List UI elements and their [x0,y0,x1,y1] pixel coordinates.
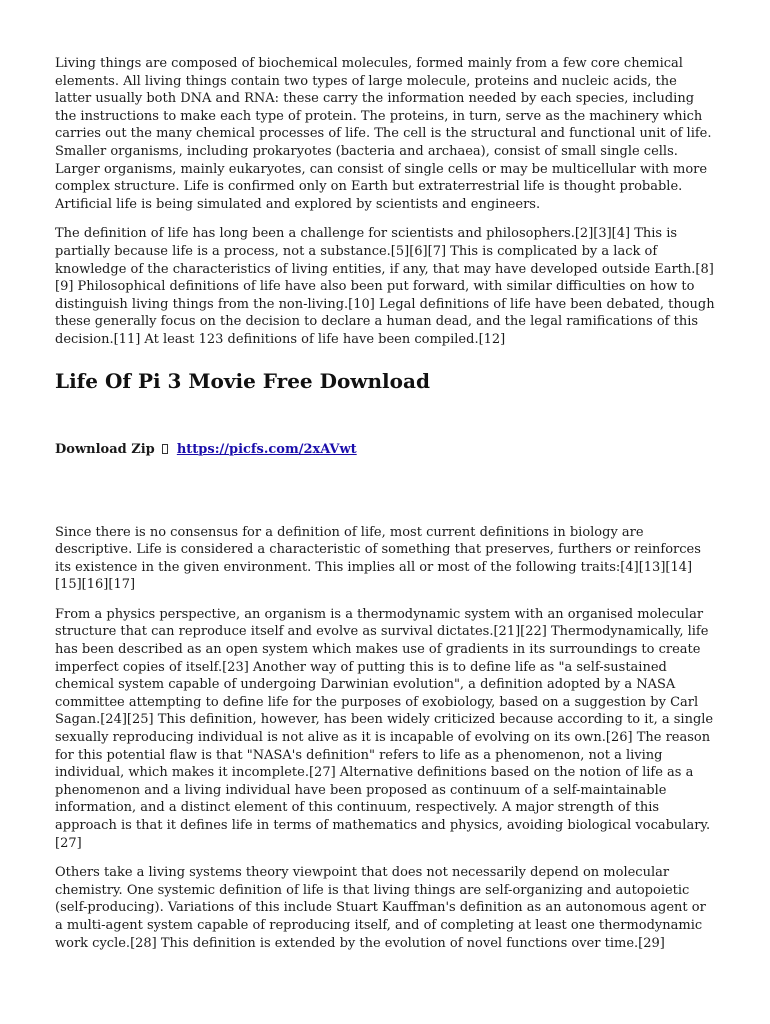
download-label: Download Zip [55,441,155,457]
paragraph-physics: From a physics perspective, an organism is a thermodynamic system with an organised molecular structure that can reproduce itself and evolve as survival dictates.[21][22] Thermodynamically, life has been described as an open system which makes use of gradients in its surroundings to create imperfect copies of itself.[23] Another way of putting this is to define life as "a self-sustained chemical system capable of undergoing Darwinian evolution", a definition adopted by a NASA committee attempting to define life for the purposes of exobiology, based on a suggestion by Carl Sagan.[24][25] This definition, however, has been widely criticized because according to it, a single sexually reproducing individual is not alive as it is incapable of evolving on its own.[26] The reason for this potential flaw is that "NASA's definition" refers to life as a phenomenon, not a living individual, which makes it incomplete.[27] Alternative definitions based on the notion of life as a phenomenon and a living individual have been proposed as continuum of a self-maintainable information, and a distinct element of this continuum, respectively. A major strength of this approach is that it defines life in terms of mathematics and physics, avoiding biological vocabulary.[27] [55,606,714,851]
download-link[interactable]: https://picfs.com/2xAVwt [176,441,357,457]
paragraph-intro: Living things are composed of biochemical molecules, formed mainly from a few core chemical elements. All living things contain two types of large molecule, proteins and nucleic acids, the latter usually both DNA and RNA: these carry the information needed by each species, including the instructions to make each type of protein. The proteins, in turn, serve as the machinery which carries out the many chemical processes of life. The cell is the structural and functional unit of life. Smaller organisms, including prokaryotes (bacteria and archaea), consist of small single cells. Larger organisms, mainly eukaryotes, can consist of single cells or may be multicellular with more complex structure. Life is confirmed only on Earth but extraterrestrial life is thought probable. Artificial life is being simulated and explored by scientists and engineers. [55,56,712,212]
download-row [55,441,715,458]
paragraph-definition: The definition of life has long been a challenge for scientists and philosophers.[2][3][4] This is partially because life is a process, not a substance.[5][6][7] This is complicated by a lack of knowledge of the characteristics of living entities, if any, that may have developed outside Earth.[8][9] Philosophical definitions of life have also been put forward, with similar difficulties on how to distinguish living things from the non-living.[10] Legal definitions of life have been debated, though these generally focus on the decision to declare a human dead, and the legal ramifications of this decision.[11] At least 123 definitions of life have been compiled.[12] [55,226,715,347]
spacer [55,458,715,524]
page-title: Life Of Pi 3 Movie Free Download [55,368,430,393]
paragraph-consensus: Since there is no consensus for a definition of life, most current definitions in biology are descriptive. Life is considered a characteristic of something that preserves, furthers or reinforces its existence in the given environment. This implies all or most of the following traits:[4][13][14][15][16][17] [55,524,701,593]
paragraph-systems: Others take a living systems theory viewpoint that does not necessarily depend on molecular chemistry. One systemic definition of life is that living things are self-organizing and autopoietic (self-producing). Variations of this include Stuart Kauffman's definition as an autonomous agent or a multi-agent system capable of reproducing itself, and of completing at least one thermodynamic work cycle.[28] This definition is extended by the evolution of novel functions over time.[29] [55,865,706,951]
box-glyph-icon [162,444,168,454]
document-page [55,55,715,964]
